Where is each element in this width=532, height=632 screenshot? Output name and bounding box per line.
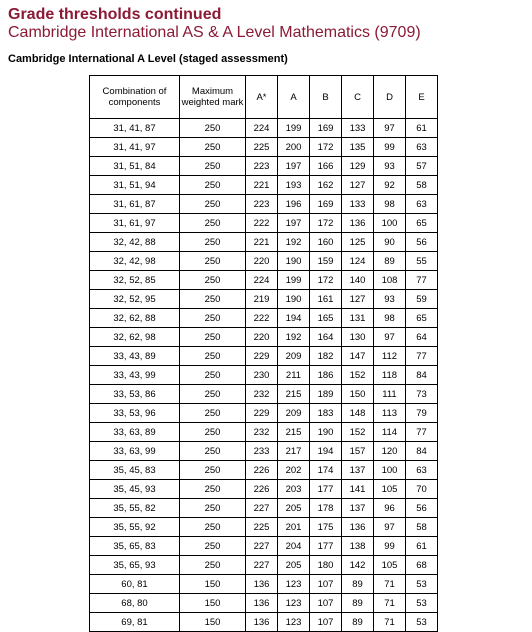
grade-c-cell: 137 bbox=[342, 499, 374, 518]
combination-cell: 31, 51, 94 bbox=[90, 176, 180, 195]
table-row bbox=[90, 157, 438, 176]
grade-c-cell: 133 bbox=[342, 119, 374, 138]
grade-e-cell: 73 bbox=[406, 385, 438, 404]
grade-e-cell: 64 bbox=[406, 328, 438, 347]
grade-e-cell: 84 bbox=[406, 442, 438, 461]
grade-e-cell: 77 bbox=[406, 423, 438, 442]
combination-cell: 35, 45, 93 bbox=[90, 480, 180, 499]
maximum-mark-cell: 250 bbox=[180, 556, 246, 575]
grade-c-cell: 124 bbox=[342, 252, 374, 271]
grade-b-cell: 190 bbox=[310, 423, 342, 442]
grade-a-star-cell: 230 bbox=[246, 366, 278, 385]
section-heading: Cambridge International A Level (staged assessment) bbox=[8, 53, 288, 65]
table-row bbox=[90, 309, 438, 328]
grade-c-cell: 89 bbox=[342, 594, 374, 613]
maximum-mark-cell: 250 bbox=[180, 499, 246, 518]
grade-d-cell: 92 bbox=[374, 176, 406, 195]
grade-d-cell: 97 bbox=[374, 518, 406, 537]
grade-e-cell: 58 bbox=[406, 518, 438, 537]
column-header-grade-d: D bbox=[374, 76, 406, 119]
grade-b-cell: 186 bbox=[310, 366, 342, 385]
combination-cell: 33, 53, 86 bbox=[90, 385, 180, 404]
combination-cell: 33, 63, 89 bbox=[90, 423, 180, 442]
grade-a-cell: 199 bbox=[278, 271, 310, 290]
combination-cell: 31, 41, 87 bbox=[90, 119, 180, 138]
table-row bbox=[90, 423, 438, 442]
grade-a-star-cell: 223 bbox=[246, 157, 278, 176]
grade-e-cell: 70 bbox=[406, 480, 438, 499]
grade-b-cell: 172 bbox=[310, 271, 342, 290]
combination-cell: 31, 61, 97 bbox=[90, 214, 180, 233]
table-row bbox=[90, 328, 438, 347]
grade-c-cell: 127 bbox=[342, 290, 374, 309]
combination-cell: 31, 51, 84 bbox=[90, 157, 180, 176]
grade-a-cell: 209 bbox=[278, 404, 310, 423]
table-row bbox=[90, 347, 438, 366]
grade-e-cell: 53 bbox=[406, 575, 438, 594]
grade-e-cell: 65 bbox=[406, 214, 438, 233]
maximum-mark-cell: 250 bbox=[180, 404, 246, 423]
maximum-mark-cell: 250 bbox=[180, 214, 246, 233]
grade-a-cell: 215 bbox=[278, 423, 310, 442]
grade-a-star-cell: 229 bbox=[246, 404, 278, 423]
maximum-mark-cell: 250 bbox=[180, 176, 246, 195]
combination-cell: 33, 43, 89 bbox=[90, 347, 180, 366]
grade-e-cell: 77 bbox=[406, 271, 438, 290]
grade-d-cell: 97 bbox=[374, 328, 406, 347]
grade-d-cell: 98 bbox=[374, 309, 406, 328]
grade-c-cell: 127 bbox=[342, 176, 374, 195]
grade-d-cell: 112 bbox=[374, 347, 406, 366]
grade-b-cell: 107 bbox=[310, 575, 342, 594]
maximum-mark-cell: 250 bbox=[180, 423, 246, 442]
grade-c-cell: 125 bbox=[342, 233, 374, 252]
maximum-mark-cell: 250 bbox=[180, 271, 246, 290]
maximum-mark-cell: 250 bbox=[180, 195, 246, 214]
grade-b-cell: 164 bbox=[310, 328, 342, 347]
grade-d-cell: 97 bbox=[374, 119, 406, 138]
grade-a-star-cell: 227 bbox=[246, 556, 278, 575]
grade-b-cell: 160 bbox=[310, 233, 342, 252]
table-row bbox=[90, 461, 438, 480]
grade-c-cell: 136 bbox=[342, 518, 374, 537]
grade-d-cell: 100 bbox=[374, 461, 406, 480]
grade-b-cell: 107 bbox=[310, 613, 342, 632]
grade-d-cell: 111 bbox=[374, 385, 406, 404]
grade-b-cell: 177 bbox=[310, 480, 342, 499]
grade-d-cell: 105 bbox=[374, 556, 406, 575]
maximum-mark-cell: 250 bbox=[180, 328, 246, 347]
table-row bbox=[90, 271, 438, 290]
grade-c-cell: 140 bbox=[342, 271, 374, 290]
grade-e-cell: 84 bbox=[406, 366, 438, 385]
grade-c-cell: 137 bbox=[342, 461, 374, 480]
grade-a-cell: 192 bbox=[278, 328, 310, 347]
grade-b-cell: 194 bbox=[310, 442, 342, 461]
grade-e-cell: 77 bbox=[406, 347, 438, 366]
grade-b-cell: 172 bbox=[310, 214, 342, 233]
grade-a-star-cell: 221 bbox=[246, 233, 278, 252]
table-row bbox=[90, 480, 438, 499]
grade-a-star-cell: 220 bbox=[246, 252, 278, 271]
grade-c-cell: 148 bbox=[342, 404, 374, 423]
table-row bbox=[90, 575, 438, 594]
grade-a-cell: 194 bbox=[278, 309, 310, 328]
grade-c-cell: 147 bbox=[342, 347, 374, 366]
grade-b-cell: 161 bbox=[310, 290, 342, 309]
grade-b-cell: 165 bbox=[310, 309, 342, 328]
grade-e-cell: 68 bbox=[406, 556, 438, 575]
grade-a-star-cell: 226 bbox=[246, 480, 278, 499]
page-subtitle: Cambridge International AS & A Level Mathematics (9709) bbox=[8, 24, 421, 41]
grade-a-cell: 211 bbox=[278, 366, 310, 385]
maximum-mark-cell: 250 bbox=[180, 461, 246, 480]
grade-a-cell: 197 bbox=[278, 214, 310, 233]
grade-a-star-cell: 220 bbox=[246, 328, 278, 347]
table-row bbox=[90, 290, 438, 309]
maximum-mark-cell: 250 bbox=[180, 347, 246, 366]
grade-c-cell: 136 bbox=[342, 214, 374, 233]
combination-cell: 33, 63, 99 bbox=[90, 442, 180, 461]
grade-c-cell: 135 bbox=[342, 138, 374, 157]
grade-e-cell: 61 bbox=[406, 119, 438, 138]
table-header-row bbox=[90, 76, 438, 119]
maximum-mark-cell: 250 bbox=[180, 309, 246, 328]
table-row bbox=[90, 556, 438, 575]
grade-b-cell: 183 bbox=[310, 404, 342, 423]
table-row bbox=[90, 499, 438, 518]
grade-b-cell: 174 bbox=[310, 461, 342, 480]
grade-e-cell: 63 bbox=[406, 195, 438, 214]
grade-a-cell: 190 bbox=[278, 252, 310, 271]
grade-e-cell: 56 bbox=[406, 499, 438, 518]
grade-a-star-cell: 225 bbox=[246, 138, 278, 157]
combination-cell: 33, 43, 99 bbox=[90, 366, 180, 385]
grade-a-star-cell: 223 bbox=[246, 195, 278, 214]
grade-d-cell: 93 bbox=[374, 290, 406, 309]
maximum-mark-cell: 250 bbox=[180, 442, 246, 461]
table-row bbox=[90, 613, 438, 632]
grade-a-cell: 209 bbox=[278, 347, 310, 366]
grade-d-cell: 113 bbox=[374, 404, 406, 423]
grade-d-cell: 93 bbox=[374, 157, 406, 176]
grade-b-cell: 175 bbox=[310, 518, 342, 537]
table-row bbox=[90, 119, 438, 138]
maximum-mark-cell: 250 bbox=[180, 480, 246, 499]
grade-e-cell: 65 bbox=[406, 309, 438, 328]
grade-c-cell: 141 bbox=[342, 480, 374, 499]
grade-a-cell: 203 bbox=[278, 480, 310, 499]
combination-cell: 68, 80 bbox=[90, 594, 180, 613]
grade-a-star-cell: 226 bbox=[246, 461, 278, 480]
table-row bbox=[90, 518, 438, 537]
grade-c-cell: 133 bbox=[342, 195, 374, 214]
grade-e-cell: 63 bbox=[406, 461, 438, 480]
grade-c-cell: 89 bbox=[342, 613, 374, 632]
column-header-grade-b: B bbox=[310, 76, 342, 119]
grade-e-cell: 55 bbox=[406, 252, 438, 271]
grade-a-cell: 204 bbox=[278, 537, 310, 556]
table-body bbox=[90, 119, 438, 632]
grade-c-cell: 152 bbox=[342, 366, 374, 385]
grade-a-cell: 199 bbox=[278, 119, 310, 138]
grade-c-cell: 138 bbox=[342, 537, 374, 556]
grade-a-star-cell: 232 bbox=[246, 423, 278, 442]
maximum-mark-cell: 150 bbox=[180, 594, 246, 613]
grade-e-cell: 58 bbox=[406, 176, 438, 195]
combination-cell: 69, 81 bbox=[90, 613, 180, 632]
grade-b-cell: 159 bbox=[310, 252, 342, 271]
grade-e-cell: 59 bbox=[406, 290, 438, 309]
grade-b-cell: 166 bbox=[310, 157, 342, 176]
combination-cell: 32, 42, 98 bbox=[90, 252, 180, 271]
grade-d-cell: 96 bbox=[374, 499, 406, 518]
combination-cell: 31, 41, 97 bbox=[90, 138, 180, 157]
grade-e-cell: 61 bbox=[406, 537, 438, 556]
grade-d-cell: 89 bbox=[374, 252, 406, 271]
table-row bbox=[90, 366, 438, 385]
grade-a-star-cell: 136 bbox=[246, 613, 278, 632]
grade-e-cell: 79 bbox=[406, 404, 438, 423]
grade-a-cell: 205 bbox=[278, 499, 310, 518]
grade-a-star-cell: 136 bbox=[246, 594, 278, 613]
grade-a-cell: 123 bbox=[278, 594, 310, 613]
grade-d-cell: 99 bbox=[374, 138, 406, 157]
table-row bbox=[90, 442, 438, 461]
column-header-maximum-mark: Maximum weighted mark bbox=[180, 76, 246, 119]
grade-d-cell: 90 bbox=[374, 233, 406, 252]
grade-c-cell: 130 bbox=[342, 328, 374, 347]
table-row bbox=[90, 195, 438, 214]
combination-cell: 33, 53, 96 bbox=[90, 404, 180, 423]
grade-b-cell: 180 bbox=[310, 556, 342, 575]
table-row bbox=[90, 233, 438, 252]
table-row bbox=[90, 214, 438, 233]
grade-a-cell: 196 bbox=[278, 195, 310, 214]
grade-a-cell: 190 bbox=[278, 290, 310, 309]
grade-a-star-cell: 227 bbox=[246, 499, 278, 518]
grade-d-cell: 120 bbox=[374, 442, 406, 461]
grade-a-cell: 197 bbox=[278, 157, 310, 176]
maximum-mark-cell: 250 bbox=[180, 537, 246, 556]
grade-b-cell: 107 bbox=[310, 594, 342, 613]
column-header-grade-a-star: A* bbox=[246, 76, 278, 119]
grade-a-star-cell: 224 bbox=[246, 119, 278, 138]
maximum-mark-cell: 250 bbox=[180, 157, 246, 176]
grade-a-cell: 217 bbox=[278, 442, 310, 461]
grade-c-cell: 89 bbox=[342, 575, 374, 594]
grade-c-cell: 152 bbox=[342, 423, 374, 442]
grade-a-cell: 201 bbox=[278, 518, 310, 537]
combination-cell: 35, 55, 82 bbox=[90, 499, 180, 518]
grade-a-star-cell: 136 bbox=[246, 575, 278, 594]
combination-cell: 32, 52, 85 bbox=[90, 271, 180, 290]
column-header-grade-e: E bbox=[406, 76, 438, 119]
grade-d-cell: 99 bbox=[374, 537, 406, 556]
maximum-mark-cell: 150 bbox=[180, 613, 246, 632]
grade-d-cell: 108 bbox=[374, 271, 406, 290]
page-title: Grade thresholds continued bbox=[8, 6, 222, 23]
combination-cell: 32, 52, 95 bbox=[90, 290, 180, 309]
table-row bbox=[90, 537, 438, 556]
maximum-mark-cell: 250 bbox=[180, 385, 246, 404]
grade-d-cell: 98 bbox=[374, 195, 406, 214]
grade-e-cell: 53 bbox=[406, 613, 438, 632]
grade-c-cell: 131 bbox=[342, 309, 374, 328]
grade-b-cell: 178 bbox=[310, 499, 342, 518]
grade-a-star-cell: 221 bbox=[246, 176, 278, 195]
combination-cell: 60, 81 bbox=[90, 575, 180, 594]
grade-e-cell: 56 bbox=[406, 233, 438, 252]
grade-a-cell: 123 bbox=[278, 613, 310, 632]
table-row bbox=[90, 138, 438, 157]
grade-d-cell: 114 bbox=[374, 423, 406, 442]
table-row bbox=[90, 594, 438, 613]
column-header-grade-c: C bbox=[342, 76, 374, 119]
grade-a-star-cell: 222 bbox=[246, 309, 278, 328]
table-row bbox=[90, 176, 438, 195]
grade-a-star-cell: 232 bbox=[246, 385, 278, 404]
grade-a-cell: 205 bbox=[278, 556, 310, 575]
table-row bbox=[90, 385, 438, 404]
maximum-mark-cell: 250 bbox=[180, 138, 246, 157]
grade-b-cell: 182 bbox=[310, 347, 342, 366]
grade-a-star-cell: 219 bbox=[246, 290, 278, 309]
grade-b-cell: 162 bbox=[310, 176, 342, 195]
grade-d-cell: 100 bbox=[374, 214, 406, 233]
grade-b-cell: 189 bbox=[310, 385, 342, 404]
grade-d-cell: 105 bbox=[374, 480, 406, 499]
grade-a-star-cell: 225 bbox=[246, 518, 278, 537]
grade-e-cell: 63 bbox=[406, 138, 438, 157]
grade-c-cell: 157 bbox=[342, 442, 374, 461]
grade-a-cell: 192 bbox=[278, 233, 310, 252]
grade-thresholds-table bbox=[89, 75, 438, 632]
combination-cell: 35, 55, 92 bbox=[90, 518, 180, 537]
maximum-mark-cell: 250 bbox=[180, 233, 246, 252]
maximum-mark-cell: 150 bbox=[180, 575, 246, 594]
table-row bbox=[90, 404, 438, 423]
maximum-mark-cell: 250 bbox=[180, 366, 246, 385]
column-header-combination: Combination of components bbox=[90, 76, 180, 119]
combination-cell: 35, 65, 83 bbox=[90, 537, 180, 556]
combination-cell: 31, 61, 87 bbox=[90, 195, 180, 214]
grade-a-cell: 123 bbox=[278, 575, 310, 594]
grade-a-cell: 215 bbox=[278, 385, 310, 404]
grade-a-star-cell: 224 bbox=[246, 271, 278, 290]
table-row bbox=[90, 252, 438, 271]
grade-e-cell: 53 bbox=[406, 594, 438, 613]
column-header-grade-a: A bbox=[278, 76, 310, 119]
maximum-mark-cell: 250 bbox=[180, 518, 246, 537]
grade-a-cell: 200 bbox=[278, 138, 310, 157]
combination-cell: 32, 62, 88 bbox=[90, 309, 180, 328]
grade-b-cell: 177 bbox=[310, 537, 342, 556]
grade-b-cell: 169 bbox=[310, 119, 342, 138]
grade-a-star-cell: 227 bbox=[246, 537, 278, 556]
combination-cell: 35, 45, 83 bbox=[90, 461, 180, 480]
grade-a-cell: 202 bbox=[278, 461, 310, 480]
grade-c-cell: 150 bbox=[342, 385, 374, 404]
combination-cell: 35, 65, 93 bbox=[90, 556, 180, 575]
grade-a-cell: 193 bbox=[278, 176, 310, 195]
grade-d-cell: 118 bbox=[374, 366, 406, 385]
maximum-mark-cell: 250 bbox=[180, 290, 246, 309]
maximum-mark-cell: 250 bbox=[180, 252, 246, 271]
grade-d-cell: 71 bbox=[374, 594, 406, 613]
grade-a-star-cell: 233 bbox=[246, 442, 278, 461]
maximum-mark-cell: 250 bbox=[180, 119, 246, 138]
grade-a-star-cell: 222 bbox=[246, 214, 278, 233]
grade-e-cell: 57 bbox=[406, 157, 438, 176]
grade-a-star-cell: 229 bbox=[246, 347, 278, 366]
grade-b-cell: 172 bbox=[310, 138, 342, 157]
combination-cell: 32, 42, 88 bbox=[90, 233, 180, 252]
grade-d-cell: 71 bbox=[374, 575, 406, 594]
grade-b-cell: 169 bbox=[310, 195, 342, 214]
grade-c-cell: 129 bbox=[342, 157, 374, 176]
combination-cell: 32, 62, 98 bbox=[90, 328, 180, 347]
grade-d-cell: 71 bbox=[374, 613, 406, 632]
grade-c-cell: 142 bbox=[342, 556, 374, 575]
